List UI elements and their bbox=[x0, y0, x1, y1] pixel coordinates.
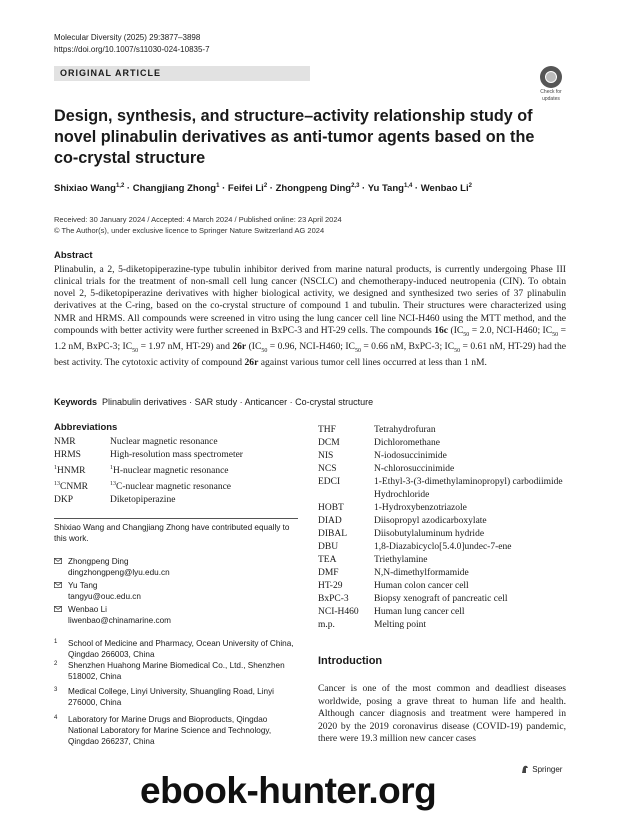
abbreviation-row bbox=[318, 463, 568, 476]
abbreviation-term: $^{13}$CNMR bbox=[54, 481, 88, 493]
affiliation-text: Laboratory for Marine Drugs and Bioproducts, Qingdao National Laboratory for Marine Science and Technology, Qingdao 266237, China bbox=[68, 715, 272, 746]
contact-name: Zhongpeng Ding bbox=[68, 557, 129, 566]
corresponding-author bbox=[54, 556, 298, 578]
abbreviation-row bbox=[54, 462, 304, 478]
author[interactable]: Feifei Li$^2$ bbox=[227, 183, 268, 195]
abbreviation-definition: 1-Ethyl-3-(3-dimethylaminopropyl) carbodiimide Hydrochloride bbox=[374, 477, 563, 500]
affiliation-text: Shenzhen Huahong Marine Biomedical Co., Ltd., Shenzhen 518002, China bbox=[68, 661, 285, 681]
abbreviation-definition: High-resolution mass spectrometer bbox=[110, 450, 243, 460]
abbreviation-definition: Diisobutylaluminum hydride bbox=[374, 529, 485, 539]
abbreviation-definition: 1,8-Diazabicyclo[5.4.0]undec-7-ene bbox=[374, 542, 512, 552]
abbreviation-term: m.p. bbox=[318, 620, 335, 630]
abbreviation-row bbox=[54, 436, 304, 449]
abbreviation-term: DMF bbox=[318, 568, 339, 578]
copyright-line: © The Author(s), under exclusive licence to Springer Nature Switzerland AG 2024 bbox=[54, 226, 325, 235]
keywords-label: Keywords bbox=[54, 397, 98, 407]
springer-horse-icon bbox=[520, 764, 530, 774]
contact-name: Wenbao Li bbox=[68, 605, 107, 614]
contact-name: Yu Tang bbox=[68, 581, 98, 590]
journal-header bbox=[54, 32, 210, 56]
article-title: Design, synthesis, and structure–activity relationship study of novel plinabulin derivatives as anti-tumor agents based on the co-crystal structure bbox=[54, 107, 535, 167]
affiliation-text: School of Medicine and Pharmacy, Ocean University of China, Qingdao 266003, China bbox=[68, 639, 294, 659]
abbreviation-term: THF bbox=[318, 425, 336, 435]
abbreviation-row bbox=[318, 606, 568, 619]
envelope-icon bbox=[54, 582, 62, 588]
publisher-mark bbox=[520, 764, 562, 774]
abbreviation-definition: Dichloromethane bbox=[374, 438, 440, 448]
watermark-text: ebook-hunter.org bbox=[140, 770, 437, 811]
abbreviation-term: NMR bbox=[54, 437, 76, 447]
affiliation bbox=[54, 686, 298, 708]
abbreviation-row bbox=[318, 450, 568, 463]
abbreviations-left-column bbox=[54, 436, 304, 507]
abbreviation-definition: N,N-dimethylformamide bbox=[374, 568, 469, 578]
affiliation-text: Medical College, Linyi University, Shuangling Road, Linyi 276000, China bbox=[68, 687, 275, 707]
abbreviation-row bbox=[54, 494, 304, 507]
abbreviation-term: HT-29 bbox=[318, 581, 343, 591]
affiliation bbox=[54, 714, 298, 747]
abbreviation-row bbox=[318, 619, 568, 632]
envelope-icon bbox=[54, 606, 62, 612]
check-updates-icon bbox=[540, 66, 562, 88]
abbreviation-definition: Biopsy xenograft of pancreatic cell bbox=[374, 594, 508, 604]
abstract-16c-results: ($IC_{50} = 2.0$, NCI-H460; $IC_{50} = 1.2$ nM, BxPC-3; $IC_{50} = 1.97$ nM, HT-29) and bbox=[54, 324, 566, 354]
affiliation-number: 2 bbox=[54, 661, 58, 667]
affiliation-number: 4 bbox=[54, 715, 58, 721]
abbreviations-heading: Abbreviations bbox=[54, 422, 118, 433]
abbreviation-term: DBU bbox=[318, 542, 339, 552]
abbreviation-term: EDCI bbox=[318, 477, 341, 487]
contact-email[interactable]: tangyu@ouc.edu.cn bbox=[68, 592, 141, 601]
abbreviation-definition: Nuclear magnetic resonance bbox=[110, 437, 218, 447]
author-affiliation-marker: 2 bbox=[263, 183, 268, 189]
abbreviation-term: NIS bbox=[318, 451, 334, 461]
author[interactable]: Zhongpeng Ding$^{2,3}$ bbox=[275, 183, 360, 195]
contact-email[interactable]: liwenbao@chinamarine.com bbox=[68, 616, 171, 625]
abbreviation-row bbox=[318, 424, 568, 437]
abbreviation-definition: Melting point bbox=[374, 620, 426, 630]
author[interactable]: Shixiao Wang$^{1,2}$ bbox=[54, 183, 125, 195]
abbreviation-definition: $^1$H-nuclear magnetic resonance bbox=[110, 465, 229, 477]
author-affiliation-marker: 2 bbox=[468, 183, 472, 189]
author[interactable]: Wenbao Li$^2$ bbox=[420, 183, 472, 195]
abbreviation-definition: 1-Hydroxybenzotriazole bbox=[374, 503, 467, 513]
abbreviation-row bbox=[54, 449, 304, 462]
abbreviation-row bbox=[318, 580, 568, 593]
abbreviation-term: DIBAL bbox=[318, 529, 348, 539]
abbreviation-definition: Tetrahydrofuran bbox=[374, 425, 436, 435]
abbreviation-row bbox=[318, 593, 568, 606]
affiliation-number: 3 bbox=[54, 687, 58, 693]
keywords-list: Plinabulin derivatives · SAR study · Anticancer · Co-crystal structure bbox=[102, 397, 374, 407]
abbreviation-row bbox=[54, 478, 304, 494]
abbreviation-row bbox=[318, 476, 568, 502]
author[interactable]: Changjiang Zhong$^1$ bbox=[132, 183, 220, 195]
abbreviation-row bbox=[318, 554, 568, 567]
introduction-body: Cancer is one of the most common and deadliest diseases worldwide, posing a grave threat to human life and health. Although cancer diagnosis and treatment were hampered in 2020 by the 2019 coronavirus disease (COVID-19) pandemic, there were 19.3 million new cancer cases bbox=[318, 683, 566, 744]
abbreviation-term: BxPC-3 bbox=[318, 594, 349, 604]
abbreviation-definition: Triethylamine bbox=[374, 555, 428, 565]
compound-26r: 26r bbox=[232, 340, 247, 352]
introduction-heading: Introduction bbox=[318, 655, 383, 667]
abbreviation-row bbox=[318, 528, 568, 541]
abbreviation-definition: $^{13}$C-nuclear magnetic resonance bbox=[110, 481, 231, 493]
abbreviation-term: NCI-H460 bbox=[318, 607, 359, 617]
affiliation bbox=[54, 660, 298, 682]
doi-link[interactable]: https://doi.org/10.1007/s11030-024-10835-7 bbox=[54, 45, 210, 54]
abbreviation-term: $^1$HNMR bbox=[54, 465, 86, 477]
check-updates-label-1: Check for bbox=[540, 89, 562, 95]
abbreviation-row bbox=[318, 567, 568, 580]
author-affiliation-marker: 2,3 bbox=[351, 183, 360, 189]
abbreviation-term: NCS bbox=[318, 464, 337, 474]
abbreviation-definition: Human colon cancer cell bbox=[374, 581, 469, 591]
abstract-text-part: Plinabulin, a 2, 5-diketopiperazine-type tubulin inhibitor derived from marine natural products, is currently undergoing Phase III clinical trials for the treatment of non-small cell lung cancer (NSCLC) and chemotherapy-induced neutropenia (CIN). To obtain novel 2, 5-diketopiperazine derivatives with higher biological activity, we designed and synthesized two series of 37 plinabulin derivatives at the C-ring, based on the co-crystal structure of compound 1 and tubulin. Their structures were characterized using NMR and HRMS. All compounds were screened in vitro using the lung cancer cell line NCI-H460 using the MTT method, and the compounds with better activity were further screened in BxPC-3 and HT-29 cells. The compounds bbox=[54, 264, 566, 336]
abbreviation-row bbox=[318, 541, 568, 554]
abbreviation-definition: Diisopropyl azodicarboxylate bbox=[374, 516, 487, 526]
abbreviation-definition: Diketopiperazine bbox=[110, 495, 176, 506]
abbreviation-term: DIAD bbox=[318, 516, 342, 526]
abbreviation-term: TEA bbox=[318, 555, 337, 565]
abbreviation-term: DCM bbox=[318, 438, 340, 448]
author-affiliation-marker: 1,4 bbox=[403, 183, 413, 189]
abbreviation-row bbox=[318, 437, 568, 450]
check-updates-label-2: updates bbox=[542, 96, 560, 102]
author-list: Shixiao Wang$^{1,2}$ · Changjiang Zhong$^1$ · Feifei $Li^2$ · Zhongpeng Ding$^{2,3}$ · Yu Tang$^{1,4}$ · Wenbao Li$^2$ bbox=[54, 183, 472, 195]
publication-dates bbox=[54, 214, 342, 236]
corresponding-author bbox=[54, 580, 298, 602]
compound-16c: 16c bbox=[434, 324, 449, 336]
abbreviation-term: HRMS bbox=[54, 450, 81, 460]
author-affiliation-marker: 1 bbox=[216, 183, 220, 189]
compound-26r-ref: 26r bbox=[244, 356, 259, 368]
abbreviation-row bbox=[318, 515, 568, 528]
contact-email[interactable]: dingzhongpeng@lyu.edu.cn bbox=[68, 568, 170, 577]
check-for-updates-badge[interactable] bbox=[536, 66, 566, 100]
abbreviations-right-column bbox=[318, 424, 568, 632]
keywords bbox=[54, 396, 566, 408]
footnote-divider bbox=[54, 518, 298, 519]
history-dates: Received: 30 January 2024 / Accepted: 4 March 2024 / Published online: 23 April 2024 bbox=[54, 215, 342, 224]
abstract-heading: Abstract bbox=[54, 250, 93, 261]
abstract-body bbox=[54, 264, 566, 369]
abbreviation-definition: N-iodosuccinimide bbox=[374, 451, 447, 461]
affiliation bbox=[54, 638, 298, 660]
abbreviation-row bbox=[318, 502, 568, 515]
abbreviation-definition: N-chlorosuccinimide bbox=[374, 464, 455, 474]
contribution-note: Shixiao Wang and Changjiang Zhong have contributed equally to this work. bbox=[54, 523, 290, 543]
abbreviation-term: HOBT bbox=[318, 503, 344, 513]
journal-citation: Molecular Diversity (2025) 29:3877–3898 bbox=[54, 33, 201, 42]
article-type-banner: ORIGINAL ARTICLE bbox=[54, 66, 310, 81]
abstract-text-end: against various tumor cell lines occurred at less than 1 nM. bbox=[258, 356, 487, 368]
abbreviation-definition: Human lung cancer cell bbox=[374, 607, 465, 617]
author-affiliation-marker: 1,2 bbox=[115, 183, 125, 189]
affiliation-number: 1 bbox=[54, 639, 58, 645]
author[interactable]: Yu Tang$^{1,4}$ bbox=[367, 183, 413, 195]
publisher-name: Springer bbox=[532, 765, 563, 774]
corresponding-author bbox=[54, 604, 298, 626]
envelope-icon bbox=[54, 558, 62, 564]
abbreviation-term: DKP bbox=[54, 495, 74, 506]
abstract-26r-results: ($IC_{50} = 0.96$, NCI-H460; $IC_{50} = 0.66$ nM, BxPC-3; $IC_{50} = 0.61$ nM, HT-29) had the best activity. The cytotoxic activity of compound bbox=[54, 340, 566, 368]
